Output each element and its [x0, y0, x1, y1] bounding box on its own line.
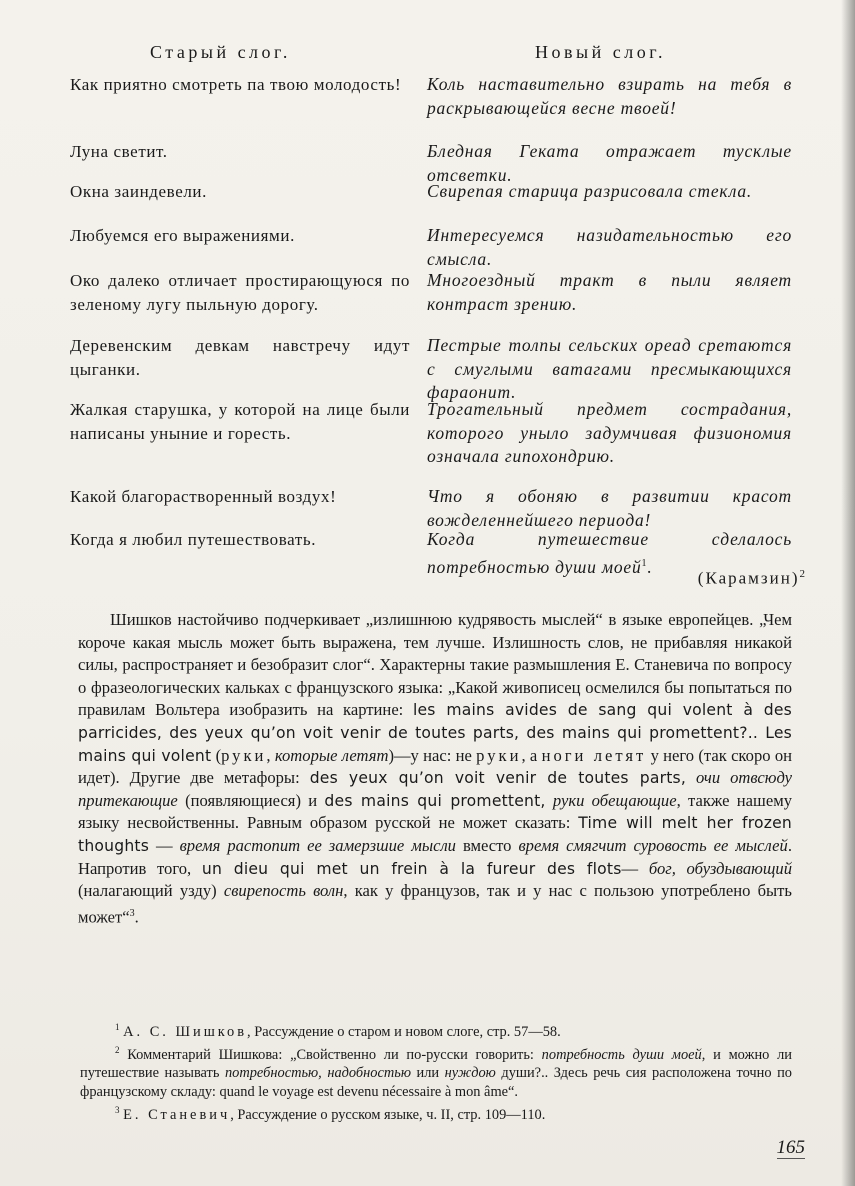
- italic-phrase: свирепость волн: [223, 881, 344, 901]
- french-quote: des yeux qu’on voit venir de toutes parts,: [309, 769, 687, 788]
- page-edge-shadow: [841, 0, 855, 1186]
- old-style-phrase: Какой благорастворенный воздух!: [70, 487, 337, 506]
- old-style-phrase: Деревенским девкам навстречу идут цыганки.: [70, 336, 410, 379]
- footnote-number: 3: [115, 1105, 120, 1116]
- english-quote: Time will melt her frozen thoughts: [78, 814, 792, 855]
- footnote-number: 2: [115, 1045, 120, 1056]
- column-header-new-style: Новый слог.: [535, 42, 667, 62]
- body-paragraph: [78, 609, 792, 929]
- footnote-text: , и можно ли путешествие называть: [80, 1047, 792, 1082]
- spaced-word: ноги летят: [541, 745, 647, 765]
- new-style-phrase-text: Когда путешествие сделалось потребностью души моей: [427, 529, 792, 577]
- italic-phrase: время смягчит суровость ее мыслей: [518, 835, 788, 855]
- italic-phrase: руки обещающие: [552, 790, 677, 810]
- footnote-author: А. С. Шишков: [123, 1023, 248, 1040]
- new-style-phrase: Пестрые толпы сельских ореад сретаются с смуглыми ватагами пресмыкающихся фараонит.: [427, 335, 792, 402]
- french-quote: un dieu qui met un frein à la fureur des flots: [201, 859, 622, 878]
- text-run: (: [211, 745, 222, 765]
- footnote-2: [80, 1041, 792, 1101]
- text-run: (налагающий узду): [78, 881, 224, 901]
- footnote-ref: 1: [641, 557, 648, 569]
- new-style-phrase: Трогательный предмет сострадания, которого уныло задумчивая физиономия означала гипохондрию.: [427, 399, 792, 466]
- footnote-text: Комментарий Шишкова: „Свойственно ли по-русски говорить:: [127, 1047, 542, 1063]
- text-run: у него (так скоро он идет). Другие две метафоры:: [78, 745, 792, 788]
- attribution-text: (Карамзин): [697, 568, 800, 588]
- old-style-phrase: Любуемся его выражениями.: [70, 226, 295, 245]
- italic-phrase: потребность души моей: [541, 1047, 702, 1063]
- footnote-number: 1: [115, 1022, 120, 1032]
- italic-phrase: бог, обуздывающий: [648, 858, 792, 878]
- footnote-text: или: [410, 1065, 445, 1082]
- old-style-phrase: Как приятно смотреть па твою молодость!: [70, 75, 402, 94]
- punctuation: .: [647, 556, 653, 577]
- text-run: Шишков настойчиво подчеркивает „излишнюю кудрявость мыслей“ в языке европейцев. „Чем короче какая мысль может быть выражена, тем лучше. Излишность слов, не прибавляя никакой силы, распространяет и безобразит слог“. Характерны такие размышления Е. Станевича по вопросу о фразеологических кальках с французского языка: „Какой живописец осмелился бы попытаться по правилам Вольтера изобразить на картине:: [78, 610, 792, 720]
- column-header-old-style: Старый слог.: [150, 42, 291, 62]
- text-run: , также нашему языку несвойственны. Равным образом русской не может сказать:: [78, 790, 792, 833]
- new-style-phrase: Бледная Геката отражает тусклые отсветки.: [427, 141, 792, 185]
- old-style-phrase: Когда я любил путешествовать.: [70, 530, 317, 549]
- text-run: , как у французов, так и у нас с пользою употреблено быть может“: [78, 881, 792, 927]
- new-style-phrase: Многоездный тракт в пыли являет контраст зрению.: [427, 270, 792, 314]
- french-quote: des mains qui promettent,: [324, 791, 546, 810]
- text-run: . Напротив того,: [78, 835, 792, 878]
- footnote-1: [80, 1018, 792, 1041]
- footnote-text: души?.. Здесь речь сия расположена точно по французскому складу: quand le voyage est devenu nécessaire à mon âme“.: [80, 1065, 792, 1100]
- text-run: )—у нас: не: [388, 745, 477, 765]
- italic-phrase: потребностью, надобностью: [224, 1065, 411, 1082]
- old-style-phrase: Окна заиндевели.: [70, 182, 207, 201]
- footnote-author: Е. Станевич: [123, 1107, 231, 1124]
- italic-phrase: нуждою: [444, 1065, 496, 1082]
- new-style-phrase: Интересуемся назидательностью его смысла.: [427, 225, 792, 269]
- old-style-phrase: Жалкая старушка, у которой на лице были написаны уныние и горесть.: [70, 400, 410, 443]
- attribution: [698, 568, 805, 589]
- new-style-phrase: Свирепая старица разрисовала стекла.: [427, 181, 753, 201]
- spaced-word: руки: [476, 745, 522, 765]
- footnote-ref: 3: [129, 907, 135, 919]
- text-run: —: [621, 858, 649, 878]
- text-run: —: [149, 835, 180, 855]
- italic-phrase: время растопит ее замерзшие мысли: [179, 835, 456, 855]
- footnote-3: [80, 1101, 792, 1124]
- footnote-text: , Рассуждение о старом и новом слоге, стр. 57—58.: [247, 1023, 561, 1040]
- text-run: (появляющиеся) и: [177, 790, 325, 810]
- spaced-word: руки: [221, 745, 267, 765]
- old-style-phrase: Луна светит.: [70, 142, 168, 161]
- new-style-phrase: Коль наставительно взирать на тебя в раскрывающейся весне твоей!: [427, 74, 792, 118]
- page-number: 165: [776, 1137, 805, 1158]
- footnote-text: , Рассуждение о русском языке, ч. II, стр. 109—110.: [230, 1107, 546, 1124]
- text-run: [686, 768, 696, 787]
- new-style-phrase: Что я обоняю в развитии красот вожделеннейшего периода!: [427, 486, 792, 530]
- italic-phrase: очи отвсюду притекающие: [78, 768, 792, 810]
- text-run: ,: [266, 745, 275, 765]
- text-run: вместо: [455, 835, 519, 855]
- french-quote: les mains avides de sang qui volent à des parricides, des yeux qu’on voit venir de toutes parts, des mains qui promettent?.. Les mains qui volent: [78, 701, 792, 765]
- footnotes: [80, 1018, 792, 1124]
- italic-phrase: которые летят: [274, 745, 389, 765]
- text-run: .: [134, 907, 139, 927]
- text-run: [546, 791, 553, 810]
- old-style-phrase: Око далеко отличает простирающуюся по зеленому лугу пыльную дорогу.: [70, 271, 410, 314]
- text-run: , а: [521, 745, 542, 765]
- footnote-ref: 2: [799, 568, 805, 580]
